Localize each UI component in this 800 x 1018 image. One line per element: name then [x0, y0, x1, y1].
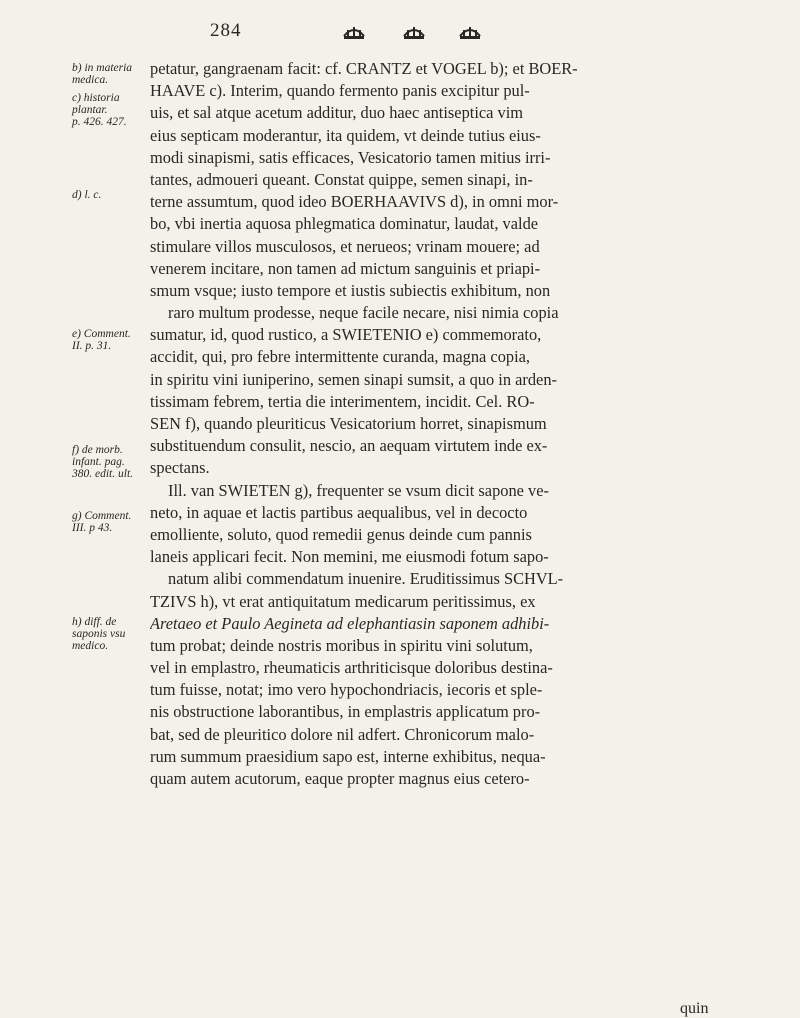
margin-note-line: medica. — [72, 74, 109, 86]
text-line: substituendum consulit, nescio, an aequam virtutem inde ex- — [150, 436, 548, 456]
text-line: spectans. — [150, 458, 210, 478]
text-line: tantes, admoueri queant. Constat quippe, semen sinapi, in- — [150, 169, 533, 189]
text-line: Ill. van SWIETEN g), frequenter se vsum dicit sapone ve- — [168, 480, 549, 500]
margin-note-line: plantar. — [72, 104, 108, 116]
text-line: HAAVE c). Interim, quando fermento panis excipitur pul- — [150, 81, 530, 101]
margin-note-line: III. p 43. — [72, 522, 113, 534]
text-line: quam autem acutorum, eaque propter magnus eius cetero- — [150, 769, 530, 788]
text-line: Aretaeo et Paulo Aegineta ad elephantiasin saponem adhibi- — [150, 613, 550, 633]
body-text — [150, 58, 765, 790]
text-line: TZIVS h), vt erat antiquitatum medicarum peritissimus, ex — [150, 591, 536, 611]
margin-note-line: d) l. c. — [72, 189, 102, 201]
margin-note-line: saponis vsu — [72, 628, 126, 640]
margin-note-h — [72, 616, 148, 652]
margin-note-line: g) Comment. — [72, 510, 132, 522]
margin-note-g — [72, 510, 148, 534]
text-line: emolliente, soluto, quod remedii genus deinde cum pannis — [150, 524, 532, 544]
text-line: venerem incitare, non tamen ad mictum sanguinis et priapi- — [150, 258, 541, 278]
text-line: nis obstructione laborantibus, in emplastris applicatum pro- — [150, 702, 541, 722]
margin-note-c — [72, 92, 148, 128]
text-line: smum vsque; iusto tempore et iustis subiectis exhibitum, non — [150, 280, 551, 300]
text-line: bo, vbi inertia aquosa phlegmatica dominatur, laudat, valde — [150, 214, 539, 234]
text-line: natum alibi commendatum inuenire. Eruditissimus SCHVL- — [168, 569, 564, 589]
text-line: eius septicam moderantur, ita quidem, vt deinde tutius eius- — [150, 125, 541, 145]
margin-note-d — [72, 189, 148, 201]
margin-note-f — [72, 444, 148, 480]
margin-note-line: II. p. 31. — [72, 340, 112, 352]
text-line: stimulare villos musculosos, et neruеos; vrinam mouere; ad — [150, 236, 540, 256]
text-line: tum probat; deinde nostris moribus in spiritu vini solutum, — [150, 635, 533, 655]
text-line: vel in emplastro, rheumaticis arthriticisque doloribus destina- — [150, 658, 553, 678]
margin-note-b — [72, 62, 148, 86]
text-line: uis, et sal atque acetum additur, duo haec antiseptica vim — [150, 103, 524, 123]
text-line: in spiritu vini iuniperino, semen sinapi sumsit, a quo in arden- — [150, 369, 557, 389]
margin-note-line: medico. — [72, 640, 109, 652]
text-line: modi sinapismi, satis efficaces, Vesicatorio tamen mitius irri- — [150, 147, 551, 167]
text-line: sumatur, id, quod rustico, a SWIETENIO e) commemorato, — [150, 325, 542, 345]
text-line: SEN f), quando pleuriticus Vesicatorium horret, sinapismum — [150, 414, 547, 433]
text-line: petatur, gangraenam facit: cf. CRANTZ et VOGEL b); et BOER- — [150, 59, 578, 78]
ornament-icon — [458, 22, 482, 40]
margin-note-line: h) diff. de — [72, 616, 117, 628]
ornament-icon — [342, 22, 366, 40]
text-line: laneis applicari fecit. Non memini, me eiusmodi fotum sapo- — [150, 547, 549, 567]
margin-note-line: b) in materia — [72, 62, 133, 74]
text-line: bat, sed de pleuritico dolore nil adfert. Chronicorum malo- — [150, 724, 535, 744]
margin-note-line: 380. edit. ult. — [72, 468, 134, 480]
text-line: accidit, qui, pro febre intermittente curanda, magna copia, — [150, 347, 531, 367]
page-number: 284 — [210, 20, 242, 41]
text-line: tum fuisse, notat; imo vero hypochondriacis, iecoris et sple- — [150, 680, 543, 700]
margin-note-line: f) de morb. — [72, 444, 123, 456]
text-line: terne assumtum, quod ideo BOERHAAVIVS d), in omni mor- — [150, 192, 559, 212]
ornament-icon — [402, 22, 426, 40]
margin-note-line: c) historia — [72, 92, 120, 104]
margin-note-line: infant. pag. — [72, 456, 125, 468]
text-line: rum summum praesidium sapo est, interne exhibitus, nequa- — [150, 746, 546, 766]
margin-note-line: p. 426. 427. — [72, 116, 127, 128]
page-header — [0, 18, 800, 48]
text-line: neto, in aquae et lactis partibus aequalibus, vel in decocto — [150, 502, 528, 522]
margin-note-line: e) Comment. — [72, 328, 131, 340]
text-line: tissimam febrem, tertia die interimentem, incidit. Cel. RO- — [150, 391, 535, 411]
catchword: quin — [680, 1000, 709, 1017]
margin-note-e — [72, 328, 148, 352]
text-line: raro multum prodesse, neque facile necare, nisi nimia copia — [168, 303, 559, 323]
